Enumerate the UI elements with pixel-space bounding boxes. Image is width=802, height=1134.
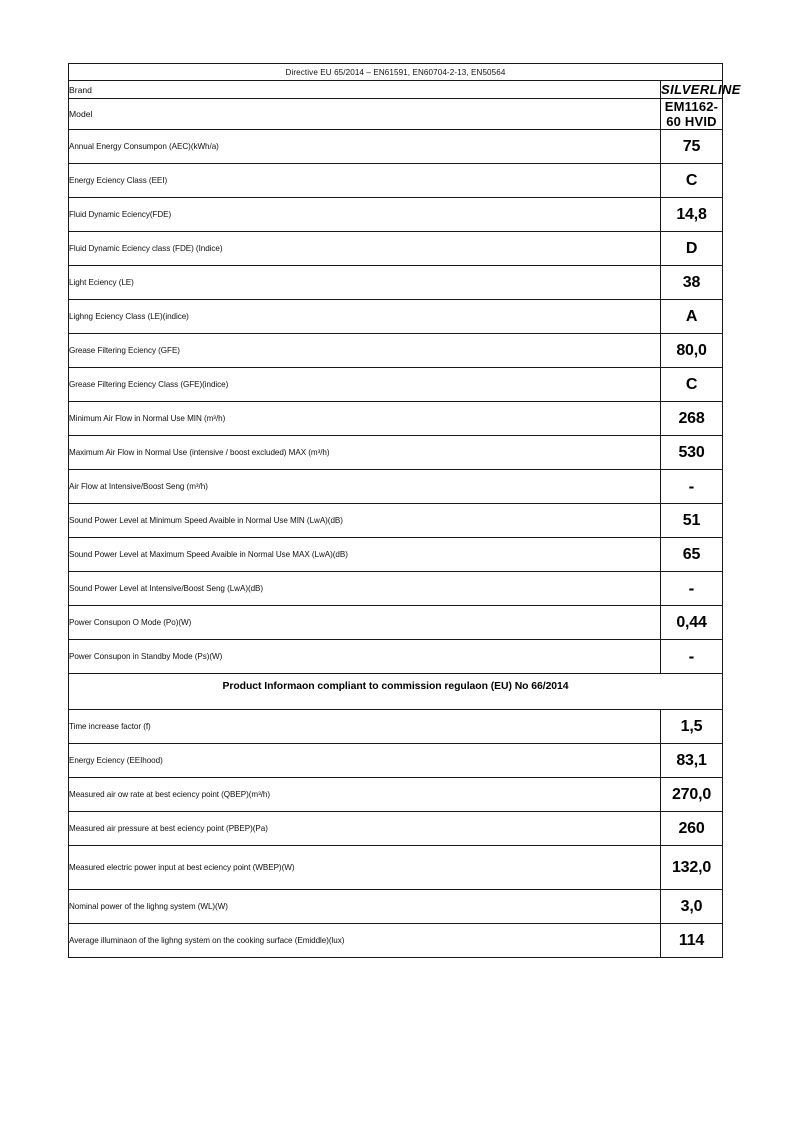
row-label: Measured electric power input at best eciency point (WBEP)(W)	[69, 846, 661, 890]
row-value: 260	[661, 812, 723, 846]
table-body	[69, 64, 741, 958]
row-value: 268	[661, 402, 723, 436]
table-row	[69, 890, 723, 924]
row-value: 270,0	[661, 778, 723, 812]
row-label: Nominal power of the lighng system (WL)(W)	[69, 890, 661, 924]
table-row	[69, 924, 723, 958]
row-value: -	[661, 572, 723, 606]
row-value: 0,44	[661, 606, 723, 640]
row-label: Light Eciency (LE)	[69, 266, 661, 300]
row-label: Minimum Air Flow in Normal Use MIN (m³/h)	[69, 402, 661, 436]
table-row	[69, 504, 723, 538]
row-value: C	[661, 164, 723, 198]
table-row	[69, 300, 723, 334]
table-row	[69, 710, 723, 744]
row-value: 3,0	[661, 890, 723, 924]
table-row	[69, 470, 723, 504]
table-row	[69, 572, 723, 606]
row-value: C	[661, 368, 723, 402]
table-row	[69, 846, 723, 890]
row-label: Energy Eciency Class (EEI)	[69, 164, 661, 198]
row-label: Average illuminaon of the lighng system on the cooking surface (Emiddle)(lux)	[69, 924, 661, 958]
brand-label: Brand	[69, 81, 661, 99]
product-fiche-table	[68, 63, 741, 958]
model-value: EM1162-60 HVID	[661, 99, 723, 130]
row-label: Time increase factor (f)	[69, 710, 661, 744]
table-row	[69, 266, 723, 300]
row-label: Maximum Air Flow in Normal Use (intensive / boost excluded) MAX (m³/h)	[69, 436, 661, 470]
row-label: Annual Energy Consumpon (AEC)(kWh/a)	[69, 130, 661, 164]
model-label: Model	[69, 99, 661, 130]
row-label: Sound Power Level at Minimum Speed Avaible in Normal Use MIN (LwA)(dB)	[69, 504, 661, 538]
row-label: Lighng Eciency Class (LE)(indice)	[69, 300, 661, 334]
row-value: A	[661, 300, 723, 334]
directive-header-text: Directive EU 65/2014 – EN61591, EN60704-2-13, EN50564	[69, 64, 723, 81]
row-value: 530	[661, 436, 723, 470]
row-label: Grease Filtering Eciency (GFE)	[69, 334, 661, 368]
table-row-brand	[69, 81, 723, 99]
table-row	[69, 640, 723, 674]
row-label: Fluid Dynamic Eciency class (FDE) (Indice)	[69, 232, 661, 266]
row-value: 38	[661, 266, 723, 300]
row-label: Sound Power Level at Maximum Speed Avaible in Normal Use MAX (LwA)(dB)	[69, 538, 661, 572]
table-row	[69, 198, 723, 232]
row-value: -	[661, 470, 723, 504]
row-label: Air Flow at Intensive/Boost Seng (m³/h)	[69, 470, 661, 504]
row-label: Measured air pressure at best eciency point (PBEP)(Pa)	[69, 812, 661, 846]
table-row	[69, 744, 723, 778]
table-row	[69, 436, 723, 470]
row-label: Fluid Dynamic Eciency(FDE)	[69, 198, 661, 232]
row-value: 83,1	[661, 744, 723, 778]
row-value: 75	[661, 130, 723, 164]
table-row-directive	[69, 64, 723, 81]
row-value: 132,0	[661, 846, 723, 890]
table-row	[69, 606, 723, 640]
row-value: 14,8	[661, 198, 723, 232]
table-row	[69, 778, 723, 812]
row-value: 51	[661, 504, 723, 538]
table-row	[69, 334, 723, 368]
row-label: Power Consupon O Mode (Po)(W)	[69, 606, 661, 640]
table-row	[69, 812, 723, 846]
row-label: Power Consupon in Standby Mode (Ps)(W)	[69, 640, 661, 674]
row-value: 80,0	[661, 334, 723, 368]
table-row-banner	[69, 674, 723, 710]
regulation-banner-text: Product Informaon compliant to commission regulaon (EU) No 66/2014	[69, 674, 723, 710]
row-value: 65	[661, 538, 723, 572]
row-value: -	[661, 640, 723, 674]
row-label: Energy Eciency (EEIhood)	[69, 744, 661, 778]
table-row	[69, 402, 723, 436]
table-row	[69, 232, 723, 266]
row-label: Sound Power Level at Intensive/Boost Seng (LwA)(dB)	[69, 572, 661, 606]
table-row	[69, 368, 723, 402]
row-label: Grease Filtering Eciency Class (GFE)(indice)	[69, 368, 661, 402]
table-row	[69, 130, 723, 164]
row-value: 114	[661, 924, 723, 958]
brand-value: SILVERLINE	[661, 82, 741, 97]
row-label: Measured air ow rate at best eciency point (QBEP)(m³/h)	[69, 778, 661, 812]
row-value: D	[661, 232, 723, 266]
table-row	[69, 164, 723, 198]
table-row	[69, 538, 723, 572]
row-value: 1,5	[661, 710, 723, 744]
table-row-model	[69, 99, 723, 130]
